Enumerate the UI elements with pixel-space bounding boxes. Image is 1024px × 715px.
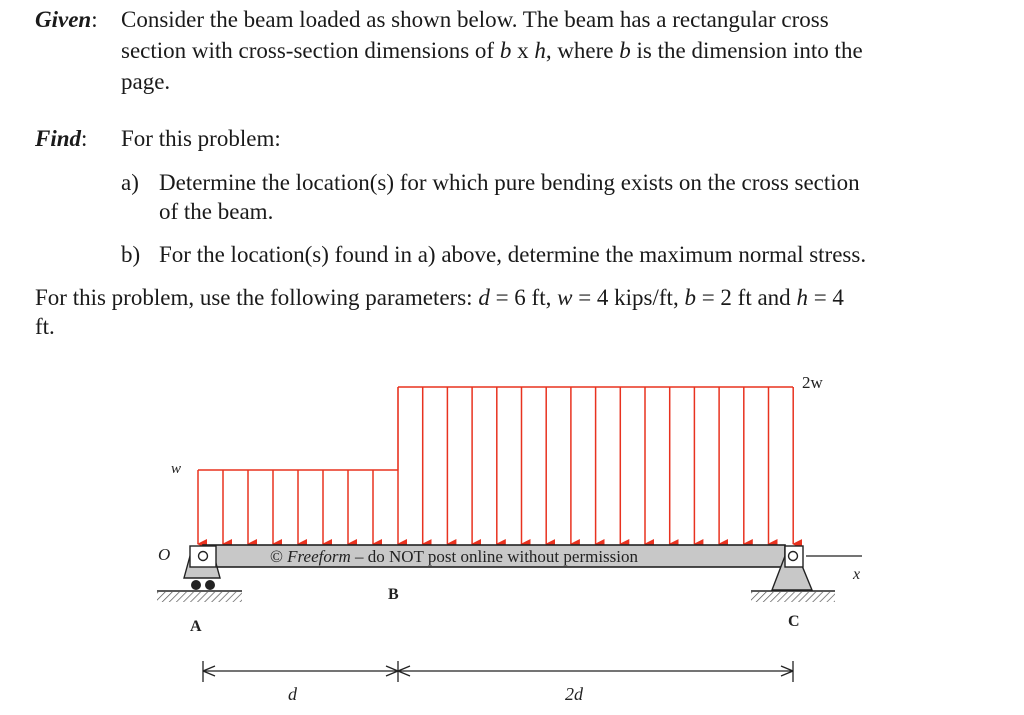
given-text-1: Consider the beam loaded as shown below. The beam has a rectangular cross	[121, 7, 829, 32]
origin-label: O	[158, 545, 171, 564]
given-line-1: Given:	[35, 7, 98, 32]
load-label-w: w	[171, 461, 182, 477]
given-text-3: page.	[121, 69, 171, 94]
find-a-text-1: Determine the location(s) for which pure bending exists on the cross section	[159, 170, 860, 195]
load-arrows	[198, 387, 793, 544]
watermark: © Freeform – do NOT post online without permission	[270, 547, 639, 566]
x-axis-label: x	[853, 566, 861, 583]
find-line: Find:	[35, 126, 88, 151]
find-a-text-2: of the beam.	[159, 199, 274, 224]
params-line-1: For this problem, use the following parameters: d = 6 ft, w = 4 kips/ft, b = 2 ft and h = 4	[35, 285, 844, 310]
point-b-label: B	[388, 586, 399, 603]
dimension-line	[203, 661, 793, 682]
point-a-label: A	[190, 618, 202, 635]
find-intro: For this problem:	[121, 126, 281, 151]
find-b-marker: b)	[121, 242, 141, 267]
find-b-text: For the location(s) found in a) above, determine the maximum normal stress.	[159, 242, 867, 267]
find-a-marker: a)	[121, 170, 139, 195]
dim-label-2d: 2d	[565, 684, 583, 704]
load-label-2w: 2w	[802, 373, 823, 392]
find-label: Find	[35, 126, 82, 151]
point-c-label: C	[788, 613, 800, 630]
params-line-2: ft.	[35, 314, 55, 339]
given-text-2: section with cross-section dimensions of b x h, where b is the dimension into the	[121, 38, 863, 63]
dim-label-d: d	[288, 684, 297, 704]
given-label: Given	[35, 7, 92, 32]
